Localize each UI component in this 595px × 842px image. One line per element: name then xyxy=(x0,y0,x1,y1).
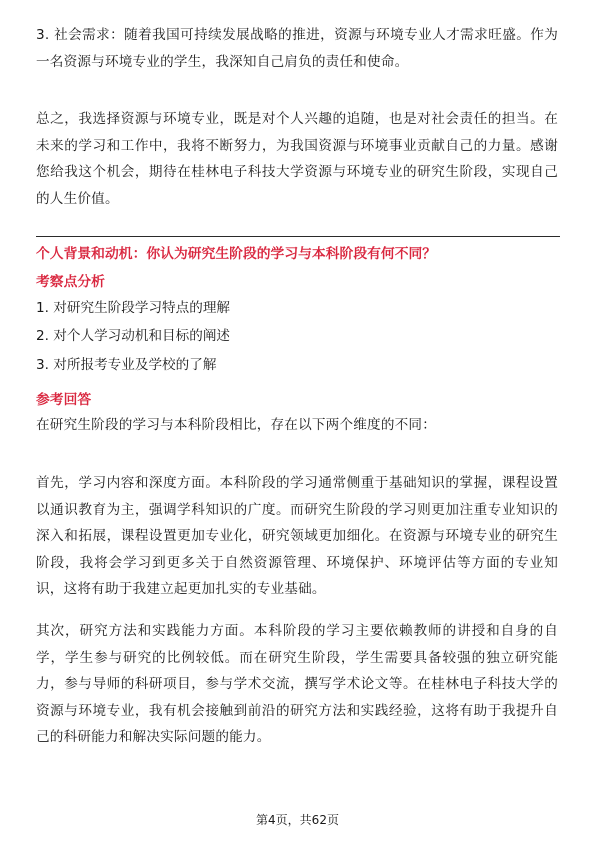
answer-heading: 参考回答 xyxy=(36,392,92,408)
intro-paragraph-social-demand: 3. 社会需求：随着我国可持续发展战略的推进，资源与环境专业人才需求旺盛。作为一名资源与环境专业的学生，我深知自己肩负的责任和使命。 xyxy=(36,27,558,70)
answer-paragraph-intro: 在研究生阶段的学习与本科阶段相比，存在以下两个维度的不同： xyxy=(36,417,437,433)
analysis-item-1: 1. 对研究生阶段学习特点的理解 xyxy=(36,300,231,316)
answer-paragraph-content-depth: 首先，学习内容和深度方面。本科阶段的学习通常侧重于基础知识的掌握，课程设置以通识教育为主，强调学科知识的广度。而研究生阶段的学习则更加注重专业知识的深入和拓展，课程设置更加专业化，研究领域更加细化。在资源与环境专业的研究生阶段，我将会学习到更多关于自然资源管理、环境保护、环境评估等方面的专业知识，这将有助于我建立起更加扎实的专业基础。 xyxy=(36,475,558,597)
analysis-item-2: 2. 对个人学习动机和目标的阐述 xyxy=(36,328,231,344)
question-title: 个人背景和动机：你认为研究生阶段的学习与本科阶段有何不同？ xyxy=(36,246,437,262)
intro-paragraph-conclusion: 总之，我选择资源与环境专业，既是对个人兴趣的追随，也是对社会责任的担当。在未来的学习和工作中，我将不断努力，为我国资源与环境事业贡献自己的力量。感谢您给我这个机会，期待在桂林电子科技大学资源与环境专业的研究生阶段，实现自己的人生价值。 xyxy=(36,111,558,207)
answer-paragraph-research-methods: 其次，研究方法和实践能力方面。本科阶段的学习主要依赖教师的讲授和自身的自学，学生参与研究的比例较低。而在研究生阶段，学生需要具备较强的独立研究能力，参与导师的科研项目，参与学术交流，撰写学术论文等。在桂林电子科技大学的资源与环境专业，我有机会接触到前沿的研究方法和实践经验，这将有助于我提升自己的科研能力和解决实际问题的能力。 xyxy=(36,623,558,745)
page-footer: 第4页，共62页 xyxy=(256,813,339,827)
analysis-item-3: 3. 对所报考专业及学校的了解 xyxy=(36,357,217,373)
section-divider xyxy=(36,236,560,237)
analysis-heading: 考察点分析 xyxy=(36,274,105,290)
